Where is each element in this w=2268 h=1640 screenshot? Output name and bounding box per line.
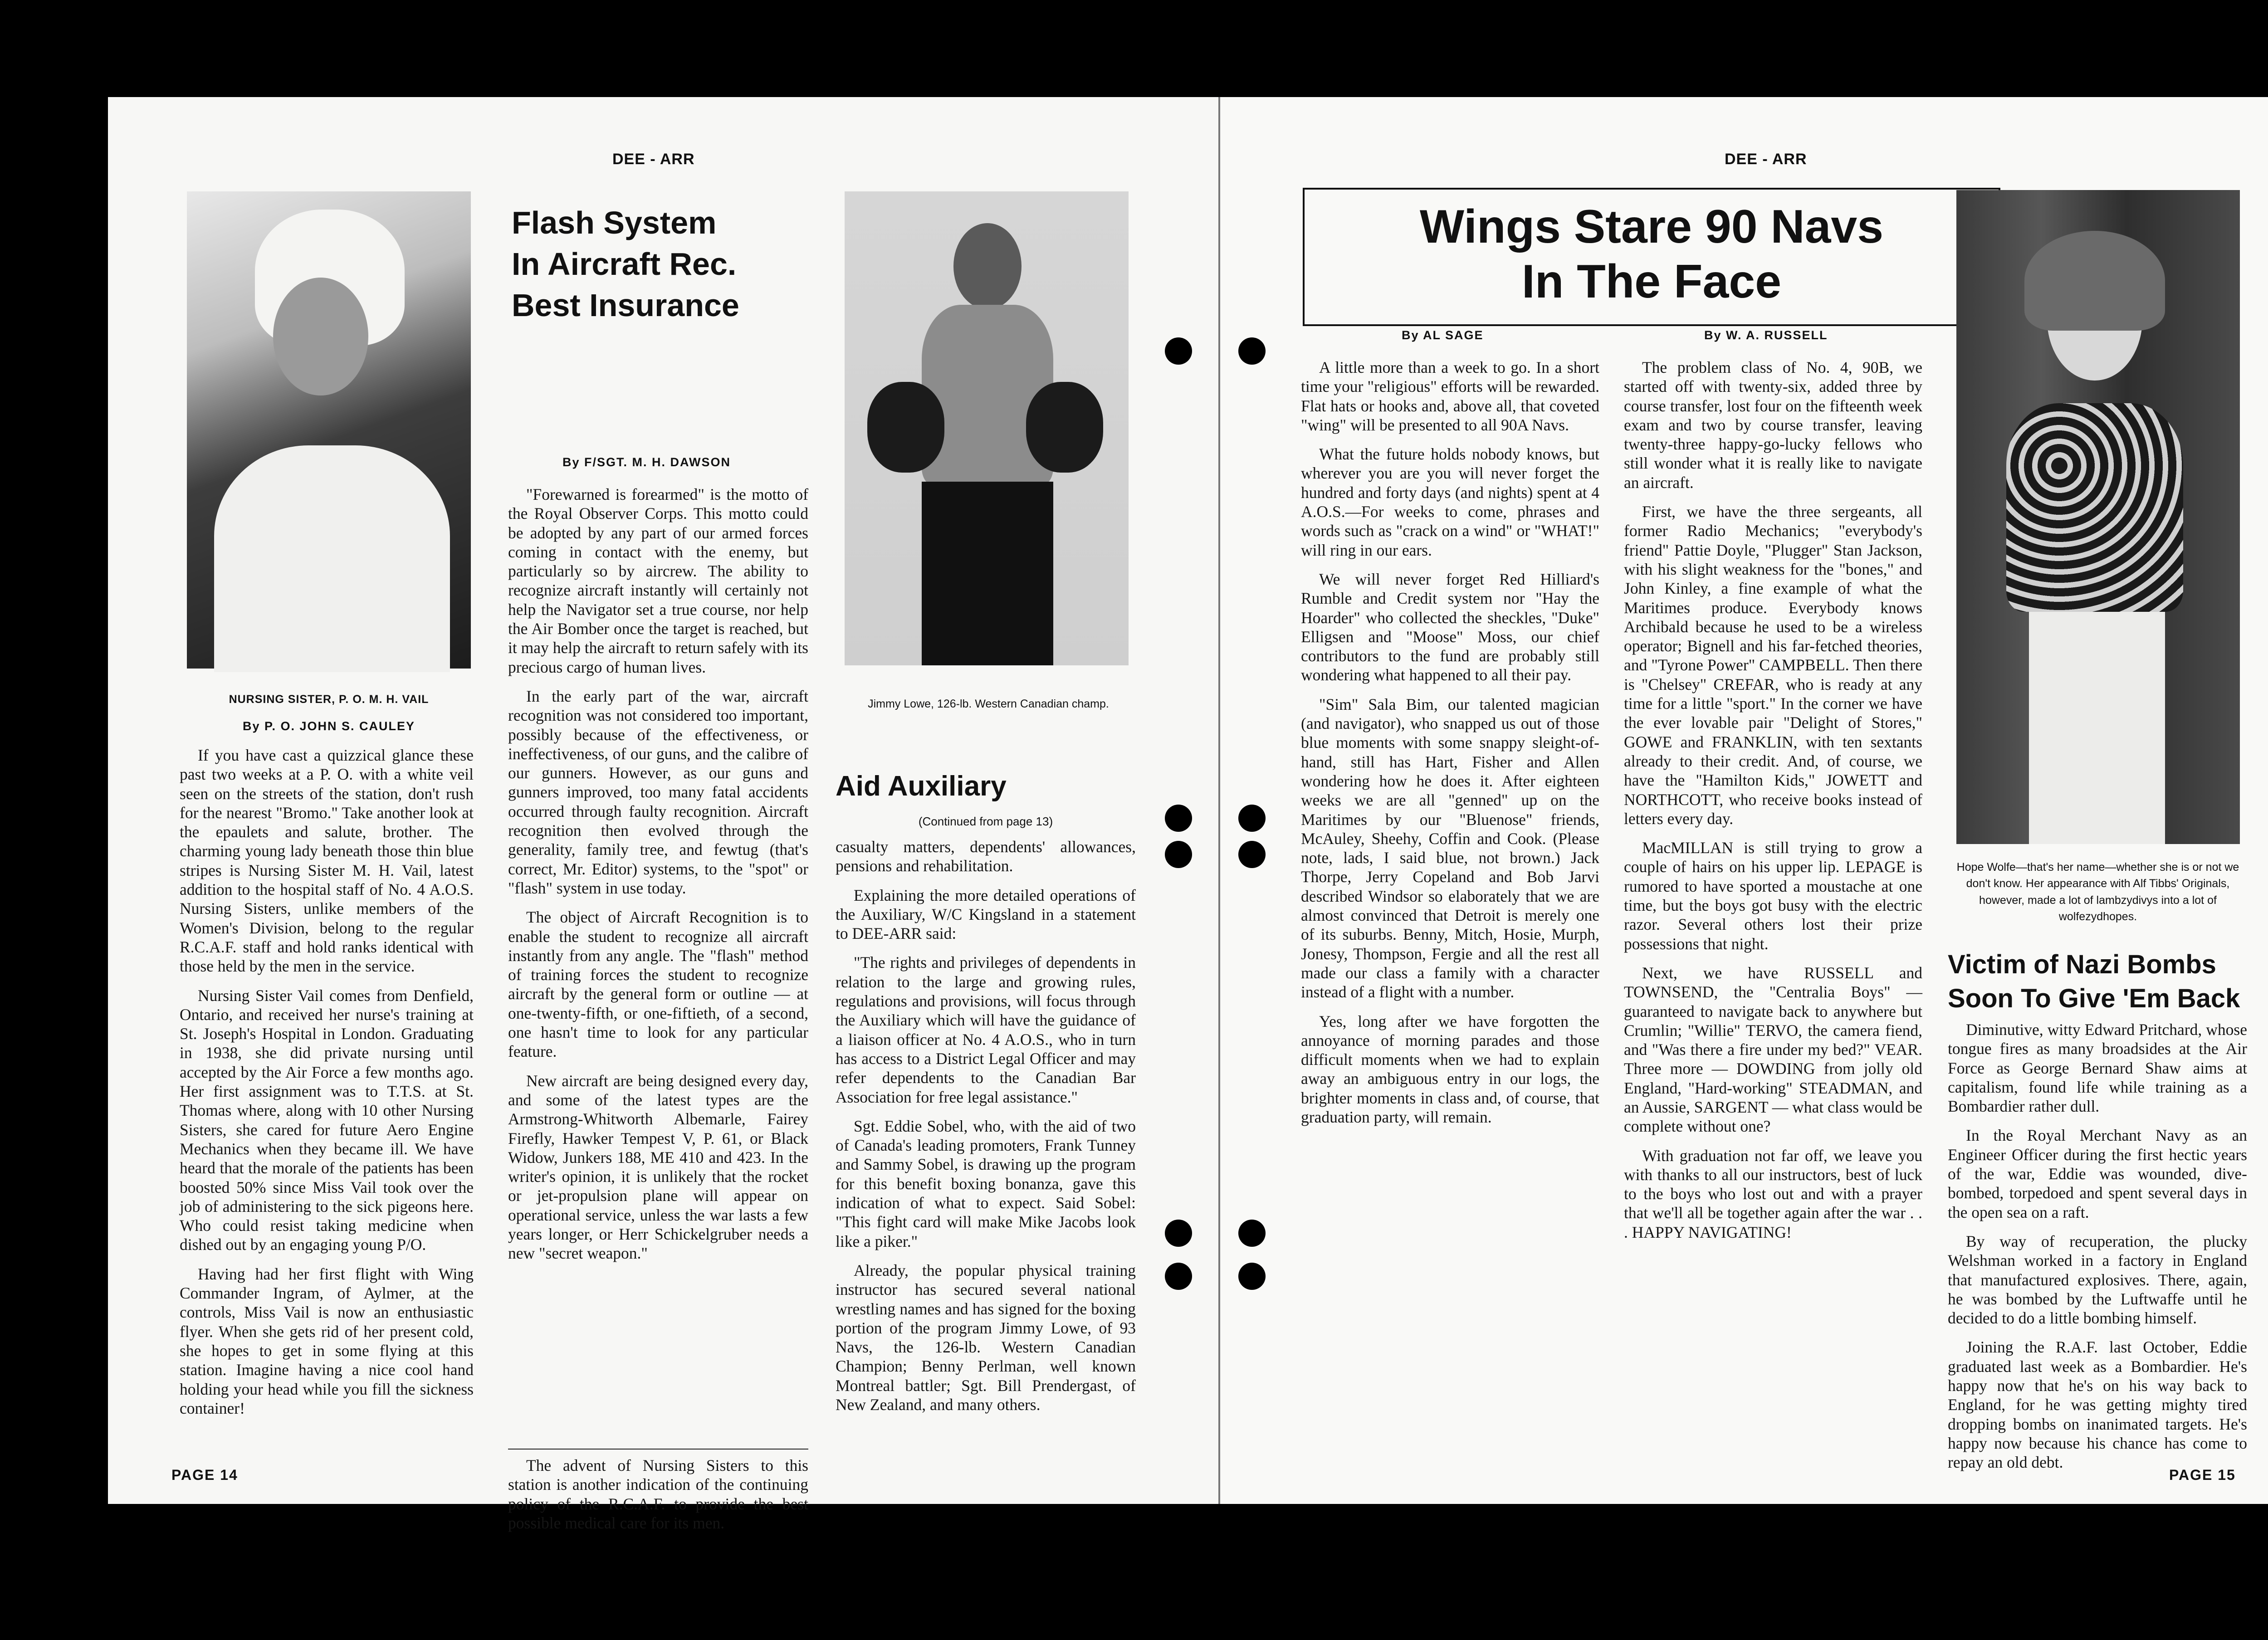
flash-article-body bbox=[508, 485, 808, 1273]
sage-paragraph: A little more than a week to go. In a short time your "religious" efforts will be rewarded. Flat hats or hooks and, above all, that coveted "wing" will be presented to all 90A Navs. bbox=[1301, 358, 1599, 434]
flash-paragraph: New aircraft are being designed every day, and some of the latest types are the Armstrong-Whitworth Albemarle, Fairey Firefly, Hawker Tempest V, P. 61, or Black Widow, Junkers 188, ME 410 and 423. In the writer's opinion, it is unlikely that the rocket or jet-propulsion plane will appear on operational service, unless the war lasts a few years longer, or Herr Schickelgruber needs a new "secret weapon." bbox=[508, 1071, 808, 1263]
flash-closing-note bbox=[508, 1456, 808, 1542]
nurse-face bbox=[273, 278, 368, 395]
flash-divider bbox=[508, 1449, 808, 1450]
wings-headline bbox=[1305, 200, 1999, 309]
nurse-paragraph: If you have cast a quizzical glance these past two weeks at a P. O. with a white veil seen on the streets of the station, don't rush for the nearest "Bromo." Take another look at the epaulets and salute, brother. The charming young lady beneath those thin blue stripes is Nursing Sister M. H. Vail, latest addition to the hospital staff of No. 4 A.O.S. Nursing Sisters, unlike members of the Women's Division, belong to the regular R.C.A.F. staff and hold ranks identical with those held by the men in the service. bbox=[180, 746, 474, 976]
victim-article-body bbox=[1948, 1020, 2247, 1482]
aid-paragraph: "The rights and privileges of dependents in relation to the large and growing rules, regulations and provisions, will focus through the Auxiliary which will have the guidance of a liaison officer at No. 4 A.O.S., who in turn has access to a District Legal Officer and may refer dependents to the Canadian Bar Association for free legal assistance." bbox=[836, 953, 1136, 1106]
flash-paragraph: In the early part of the war, aircraft recognition was not considered too important, possibly because of the effectiveness, or ineffectiveness, of our guns, and the calibre of our gunners. However, as our guns and gunners improved, too many fatal accidents occurred through faulty recognition. Aircraft recognition then evolved through the generality, family tree, and fewtug (that's correct, Mr. Editor) systems, to the "spot" or "flash" system in use today. bbox=[508, 687, 808, 897]
binder-hole bbox=[1238, 337, 1266, 365]
hope-skirt bbox=[2029, 612, 2165, 844]
running-head: DEE - ARR bbox=[1725, 151, 1807, 168]
binder-hole bbox=[1165, 1220, 1192, 1247]
binder-hole bbox=[1238, 841, 1266, 868]
hope-wolfe-photo bbox=[1956, 190, 2240, 844]
boxer-left-glove bbox=[867, 382, 944, 473]
aid-continued-note: (Continued from page 13) bbox=[918, 815, 1053, 828]
hope-floral-dress bbox=[2006, 403, 2183, 612]
nurse-article-body bbox=[180, 746, 474, 1428]
sage-paragraph: What the future holds nobody knows, but wherever you are you will never forget the hundred and forty days (and nights) spent at 4 A.O.S.—For weeks to come, phrases and words such as "crack on a wind" or "WHAT!" will ring in our ears. bbox=[1301, 445, 1599, 559]
russell-paragraph: With graduation not far off, we leave you with thanks to all our instructors, best of luck to the boys who lost out and with a prayer that we'll all be together again after the war . . . HAPPY NAVIGATING! bbox=[1624, 1146, 1922, 1241]
wings-headline-line: In The Face bbox=[1521, 255, 1782, 308]
hope-hair bbox=[2024, 231, 2165, 331]
boxer-trunks bbox=[922, 482, 1053, 665]
binder-hole bbox=[1165, 337, 1192, 365]
binder-hole bbox=[1165, 841, 1192, 868]
victim-paragraph: Joining the R.A.F. last October, Eddie graduated last week as a Bombardier. He's happy now that he's on his way back to England, for he was getting mighty tired dropping bombs on inanimated targets. He's happy now because his chance has come to repay an old debt. bbox=[1948, 1338, 2247, 1472]
boxer-right-glove bbox=[1026, 382, 1103, 473]
wings-byline-russell: By W. A. RUSSELL bbox=[1704, 328, 1828, 342]
aid-paragraph: Sgt. Eddie Sobel, who, with the aid of two of Canada's leading promoters, Frank Tunney and Sammy Sobel, is drawing up the program for this benefit boxing bonanza, gave this indication of what to expect. Said Sobel: "This fight card will make Mike Jacobs look like a piker." bbox=[836, 1117, 1136, 1250]
right-page-number: PAGE 15 bbox=[2169, 1467, 2236, 1483]
left-page-number: PAGE 14 bbox=[171, 1467, 238, 1483]
nurse-paragraph: Having had her first flight with Wing Commander Ingram, of Aylmer, at the controls, Miss Vail is now an enthusiastic flyer. When she gets rid of her present cold, she hopes to get in some flying at this station. Imagine having a nice cool hand holding your head while you fill the sickness container! bbox=[180, 1264, 474, 1417]
victim-paragraph: Diminutive, witty Edward Pritchard, whose tongue fires as many broadsides at the Air Force as George Bernard Shaw aims at capitalism, found life while training as a Bombardier rather dull. bbox=[1948, 1020, 2247, 1116]
boxer-torso bbox=[922, 305, 1053, 486]
nurse-photo-caption: NURSING SISTER, P. O. M. H. VAIL bbox=[229, 693, 429, 706]
sage-paragraph: We will never forget Red Hilliard's Rumble and Credit system nor "Hay the Hoarder" who collected the sheckles, "Duke" Elligsen and "Moose" Moss, our chief contributors to the fund are probably still wondering what happened to all their pay. bbox=[1301, 570, 1599, 684]
russell-paragraph: MacMILLAN is still trying to grow a couple of hairs on his upper lip. LEPAGE is rumored to have sported a moustache at one time, but the boys got busy with the electric razor. Several others lost their prize possessions that night. bbox=[1624, 839, 1922, 953]
wings-headline-line: Wings Stare 90 Navs bbox=[1419, 200, 1884, 253]
flash-paragraph: "Forewarned is forearmed" is the motto of the Royal Observer Corps. This motto could be adopted by any part of our armed forces coming in contact with the enemy, but particularly so by aircrew. The ability to recognize aircraft instantly will certainly not help the Navigator set a true course, nor help the Air Bomber once the target is reached, but it may help the aircraft to return safely with its precious cargo of human lives. bbox=[508, 485, 808, 676]
victim-headline-line: Victim of Nazi Bombs bbox=[1948, 950, 2216, 979]
sage-paragraph: Yes, long after we have forgotten the annoyance of morning parades and those difficult moments when we had to explain away an ambiguous entry in our logs, the brighter moments in class and, of course, that graduation party, will remain. bbox=[1301, 1012, 1599, 1126]
russell-paragraph: The problem class of No. 4, 90B, we started off with twenty-six, added three by course transfer, lost four on the fifteenth week exam and two by course transfer, leaving twenty-three happy-go-lucky fellows who still wonder what it is really like to navigate an aircraft. bbox=[1624, 358, 1922, 492]
running-head: DEE - ARR bbox=[612, 151, 695, 168]
right-page bbox=[1220, 97, 2268, 1504]
russell-paragraph: Next, we have RUSSELL and TOWNSEND, the "Centralia Boys" — guaranteed to navigate back to anywhere but Crumlin; "Willie" TERVO, the camera fiend, and "Was there a fire under my bed?" VEAR. Three more — DOWDING from jolly old England, "Hard-working" STEADMAN, and an Aussie, SARGENT — what class would be complete without one? bbox=[1624, 963, 1923, 1136]
nurse-photo bbox=[187, 191, 471, 669]
wings-column-sage bbox=[1301, 358, 1599, 1137]
wings-headline-box bbox=[1303, 188, 2000, 326]
wings-column-russell bbox=[1624, 358, 1922, 1252]
aid-paragraph: casualty matters, dependents' allowances, pensions and rehabilitation. bbox=[836, 838, 1136, 875]
flash-headline-line: In Aircraft Rec. bbox=[512, 246, 737, 282]
russell-paragraph: First, we have the three sergeants, all former Radio Mechanics; "everybody's friend" Pattie Doyle, "Plugger" Stan Jackson, with his slight weakness for the "bones," and John Kinley, a fine example of what the Maritimes produce. Everybody knows Archibald because he used to be a wireless operator; Bignell and his far-fetched theories, and "Tyrone Power" CAMPBELL. Then there is "Chelsey" CREFAR, who is ready at any time for a little "sport." In the corner we have the ever lovable pair "Delight of Stores," GOWE and FRANKLIN, with ten sextants already to their credit. And, of course, we have the "Hamilton Kids," JOWETT and NORTHCOTT, who receive books instead of letters every day. bbox=[1624, 503, 1922, 828]
aid-article-body bbox=[836, 837, 1136, 1424]
left-page bbox=[108, 97, 1219, 1532]
victim-paragraph: By way of recuperation, the plucky Welshman worked in a factory in England that manufactured explosives. There, again, he was bombed by the Luftwaffe until he decided to do a little bombing himself. bbox=[1948, 1232, 2247, 1328]
binder-hole bbox=[1165, 1263, 1192, 1290]
aid-paragraph: Already, the popular physical training instructor has secured several national wrestling names and has signed for the boxing portion of the program Jimmy Lowe, of 93 Navs, the 126-lb. Western Canadian Champion; Benny Perlman, well known Montreal battler; Sgt. Bill Prendergast, of New Zealand, and many others. bbox=[836, 1261, 1136, 1414]
boxer-photo-caption: Jimmy Lowe, 126-lb. Western Canadian champ. bbox=[868, 698, 1109, 710]
sage-paragraph: "Sim" Sala Bim, our talented magician (and navigator), who snapped us out of those blue moments with some snappy sleight-of-hand, still has Hart, Fisher and Allen wondering how he does it. After eighteen weeks we are all "genned" up on the Maritimes by our "Bluenose" friends, McAuley, Sheehy, Coffin and Cook. (Please note, lads, I said blue, not brown.) Jack Thorpe, Jerry Copeland and Bob Jarvi described Windsor so elaborately that we are almost convinced that Detroit is merely one of its suburbs. Benny, Mitch, Hosie, Murph, Jonesy, Thompson, Fergie and all the rest all made our class a family with a character instead of a flight with a number. bbox=[1301, 695, 1599, 1001]
victim-headline bbox=[1948, 947, 2240, 1016]
hope-photo-caption: Hope Wolfe—that's her name—whether she is or not we don't know. Her appearance with Alf Tibbs' Originals, however, made a lot of lambzydivys into a lot of wolfezydhopes. bbox=[1956, 861, 2239, 923]
nurse-paragraph: Nursing Sister Vail comes from Denfield, Ontario, and received her nurse's training at St. Joseph's Hospital in London. Graduating in 1938, she did private nursing until accepted by the Air Force a few months ago. Her first assignment was to T.T.S. at St. Thomas where, along with 10 other Nursing Sisters, she cared for future Aero Engine Mechanics when they became ill. We have heard that the morale of the patients has been boosted 50% since Miss Vail took over the job of administering to the sick pigeons here. Who could resist taking medicine when dished out by an engaging young P/O. bbox=[180, 986, 474, 1254]
victim-headline-line: Soon To Give 'Em Back bbox=[1948, 984, 2240, 1014]
binder-hole bbox=[1238, 805, 1266, 832]
nurse-article-byline: By P. O. JOHN S. CAULEY bbox=[242, 719, 415, 733]
aid-paragraph: Explaining the more detailed operations of the Auxiliary, W/C Kingsland in a statement to DEE-ARR said: bbox=[836, 886, 1136, 943]
flash-headline-line: Flash System bbox=[512, 205, 717, 240]
wings-byline-sage: By AL SAGE bbox=[1402, 328, 1484, 342]
flash-headline bbox=[512, 202, 739, 326]
boxer-head bbox=[953, 223, 1022, 309]
binder-hole bbox=[1165, 805, 1192, 832]
boxer-photo bbox=[845, 191, 1129, 665]
aid-headline: Aid Auxiliary bbox=[836, 771, 1007, 802]
victim-paragraph: In the Royal Merchant Navy as an Engineer Officer during the first hectic years of the war, Eddie was wounded, dive-bombed, torpedoed and spent several days in the open sea on a raft. bbox=[1948, 1126, 2247, 1221]
binder-hole bbox=[1238, 1220, 1266, 1247]
flash-byline: By F/SGT. M. H. DAWSON bbox=[562, 455, 731, 469]
binder-hole bbox=[1238, 1263, 1266, 1290]
flash-paragraph: The object of Aircraft Recognition is to enable the student to recognize all aircraft instantly from any angle. The "flash" method of training forces the student to recognize aircraft by the general form or outline — at one-twenty-fifth, or one-fiftieth, of a second, one hasn't time to look for any particular feature. bbox=[508, 908, 808, 1061]
flash-headline-line: Best Insurance bbox=[512, 288, 739, 323]
flash-closing-paragraph: The advent of Nursing Sisters to this station is another indication of the continuing policy of the R.C.A.F. to provide the best possible medical care for its men. bbox=[508, 1456, 808, 1532]
nurse-uniform bbox=[214, 445, 450, 672]
